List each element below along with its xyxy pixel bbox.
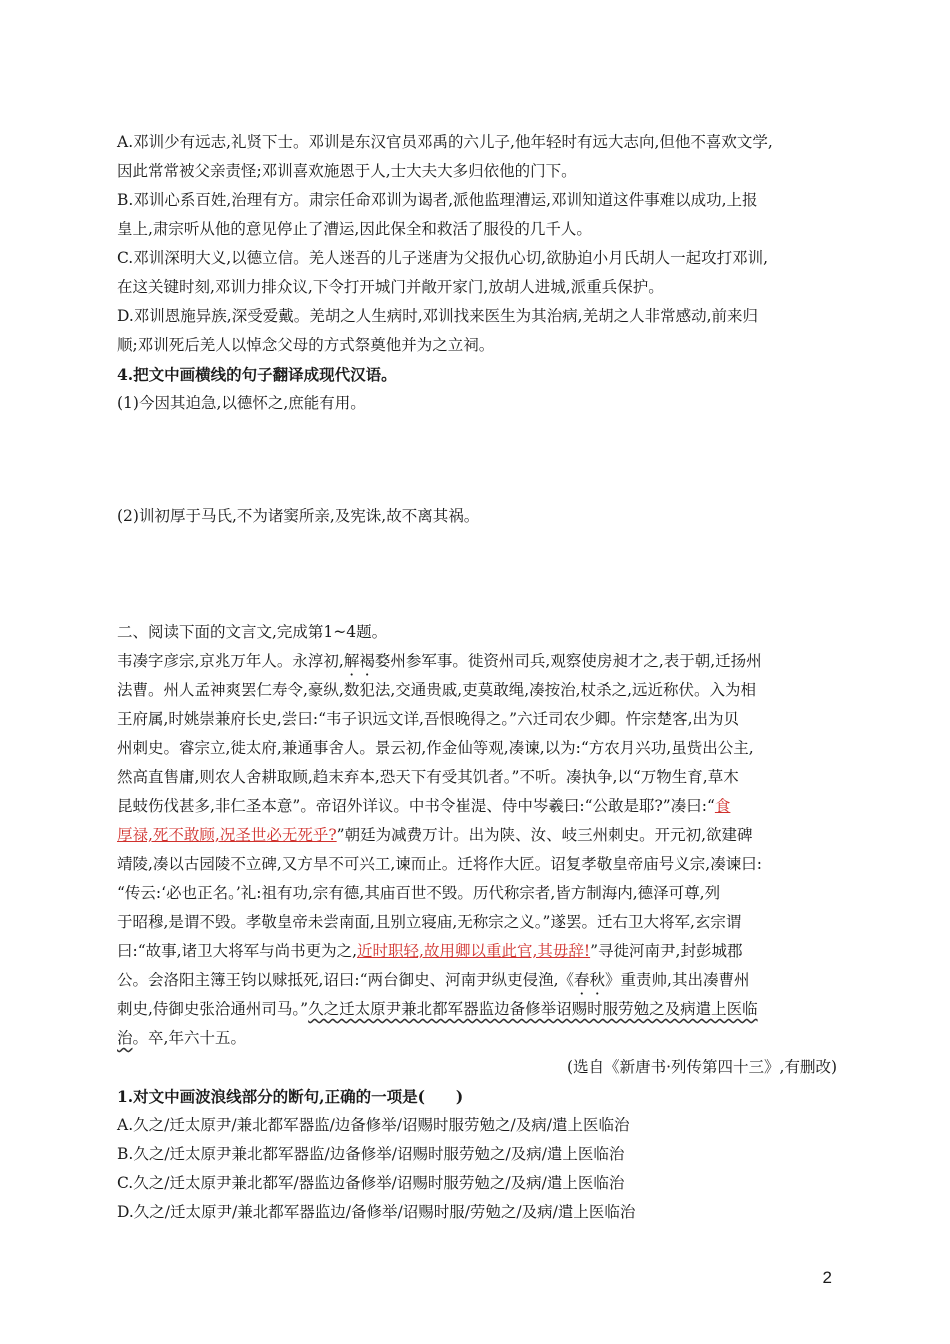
q3-option-b-line2: 皇上,肃宗听从他的意见停止了漕运,因此保全和救活了服役的几千人。 (117, 220, 592, 238)
q3-option-a-line2: 因此常常被父亲责怪;邓训喜欢施恩于人,士大夫大多归依他的门下。 (117, 162, 577, 180)
section2-heading: 二、阅读下面的文言文,完成第1~4题。 (117, 623, 388, 641)
passage-line-1: 韦凑字彦宗,京兆万年人。永淳初,解褐婺州参军事。徙资州司兵,观察使房昶才之,表于朝,迁扬州 (117, 652, 762, 670)
passage-line-6: 昆蚑伤伐甚多,非仁圣本意”。帝诏外详议。中书令崔湜、侍中岑羲曰:“公敢是耶?”凑曰:“食 (117, 797, 731, 815)
page-number: 2 (822, 1268, 832, 1287)
underlined-sentence: 近时职轻,故用卿以重此官,其毋辞! (357, 942, 591, 960)
passage-line-12: 公。会洛阳主簿王钧以赇抵死,诏曰:“两台御史、河南尹纵吏侵渔,《春秋》重责帅,其出凑曹州 (117, 971, 750, 989)
q3-option-c-line1: C.邓训深明大义,以德立信。羌人迷吾的儿子迷唐为父报仇心切,欲胁迫小月氏胡人一起攻打邓训, (117, 249, 769, 267)
q3-option-d-line2: 顺;邓训死后羌人以悼念父母的方式祭奠他并为之立祠。 (117, 336, 495, 354)
q1-option-b: B.久之/迁太原尹兼北都军器监/边备修举/诏赐时服劳勉之/及病/遣上医临治 (117, 1145, 625, 1163)
q1-option-a: A.久之/迁太原尹/兼北都军器监/边备修举/诏赐时服劳勉之/及病/遣上医临治 (117, 1116, 630, 1134)
q3-option-d-line1: D.邓训恩施异族,深受爱戴。羌胡之人生病时,邓训找来医生为其治病,羌胡之人非常感动,前来归 (117, 307, 759, 325)
passage-line-11: 曰:“故事,诸卫大将军与尚书更为之,近时职轻,故用卿以重此官,其毋辞!”寻徙河南尹,封彭城郡 (117, 942, 743, 960)
passage-line-5: 然高直售庸,则农人舍耕取顾,趋末弃本,恐天下有受其饥者。”不听。凑执争,以“万物生育,草木 (117, 768, 739, 786)
passage-line-8: 靖陵,凑以古园陵不立碑,又方旱不可兴工,谏而止。迁将作大匠。诏复孝敬皇帝庙号义宗,凑谏曰: (117, 855, 762, 873)
passage-line-14: 治。卒,年六十五。 (117, 1029, 246, 1047)
q3-options (117, 128, 837, 418)
q1-option-d: D.久之/迁太原尹/兼北都军器监边/备修举/诏赐时服/劳勉之/及病/遣上医临治 (117, 1203, 636, 1221)
passage-line-7: 厚禄,死不敢顾,况圣世必无死乎?”朝廷为减费万计。出为陕、汝、岐三州刺史。开元初,欲建碑 (117, 826, 753, 844)
q1-option-c: C.久之/迁太原尹兼北都军/器监边备修举/诏赐时服劳勉之/及病/遣上医临治 (117, 1174, 625, 1192)
q3-option-a-line1: A.邓训少有远志,礼贤下士。邓训是东汉官员邓禹的六儿子,他年轻时有远大志向,但他不喜欢文学, (117, 133, 773, 151)
underlined-sentence: 食 (714, 797, 731, 815)
q1-stem: 1.对文中画波浪线部分的断句,正确的一项是( ) (117, 1087, 464, 1106)
dotted-char: 解 (343, 652, 360, 670)
section2-passage (117, 618, 837, 1227)
wavy-underlined-text: 治 (117, 1029, 133, 1047)
dotted-char: 秋 (589, 971, 606, 989)
passage-line-4: 州刺史。睿宗立,徙太府,兼通事舍人。景云初,作金仙等观,凑谏,以为:“方农月兴功,虽赀出公主, (117, 739, 754, 757)
dotted-char: 春 (574, 971, 590, 989)
q4-heading: 4.把文中画横线的句子翻译成现代汉语。 (117, 365, 397, 384)
passage-line-9: “传云:‘必也正名。’礼:祖有功,宗有德,其庙百世不毁。历代称宗者,皆方制海内,德泽可尊,列 (117, 884, 721, 902)
q4-sentence-2: (2)训初厚于马氏,不为诸窦所亲,及宪诛,故不离其祸。 (117, 507, 480, 525)
dotted-char: 褐 (359, 652, 375, 670)
underlined-sentence: 厚禄,死不敢顾,况圣世必无死乎? (117, 826, 337, 844)
q4-part2 (117, 502, 837, 531)
wavy-underlined-text: 久之迁太原尹兼北都军器监边备修举诏赐时服劳勉之及病遣上医临 (308, 1000, 758, 1018)
passage-line-3: 王府属,时姚崇兼府长史,尝曰:“韦子识远文详,吾恨晚得之。”六迁司农少卿。忤宗楚客,出为贝 (117, 710, 740, 728)
passage-line-13: 刺史,侍御史张洽通州司马。”久之迁太原尹兼北都军器监边备修举诏赐时服劳勉之及病遣上医临 (117, 1000, 758, 1018)
q3-option-c-line2: 在这关键时刻,邓训力排众议,下令打开城门并敞开家门,放胡人进城,派重兵保护。 (117, 278, 664, 296)
q4-sentence-1: (1)今因其迫急,以德怀之,庶能有用。 (117, 394, 366, 412)
passage-line-2: 法曹。州人孟神爽罢仁寿令,豪纵,数犯法,交通贵戚,吏莫敢绳,凑按治,杖杀之,远近称伏。入为相 (117, 681, 756, 699)
passage-line-10: 于昭穆,是谓不毁。孝敬皇帝未尝南面,且别立寝庙,无称宗之义。”遂罢。迁右卫大将军,玄宗谓 (117, 913, 742, 931)
q3-option-b-line1: B.邓训心系百姓,治理有方。肃宗任命邓训为谒者,派他监理漕运,邓训知道这件事难以成功,上报 (117, 191, 758, 209)
passage-source: (选自《新唐书·列传第四十三》,有删改) (567, 1058, 837, 1076)
